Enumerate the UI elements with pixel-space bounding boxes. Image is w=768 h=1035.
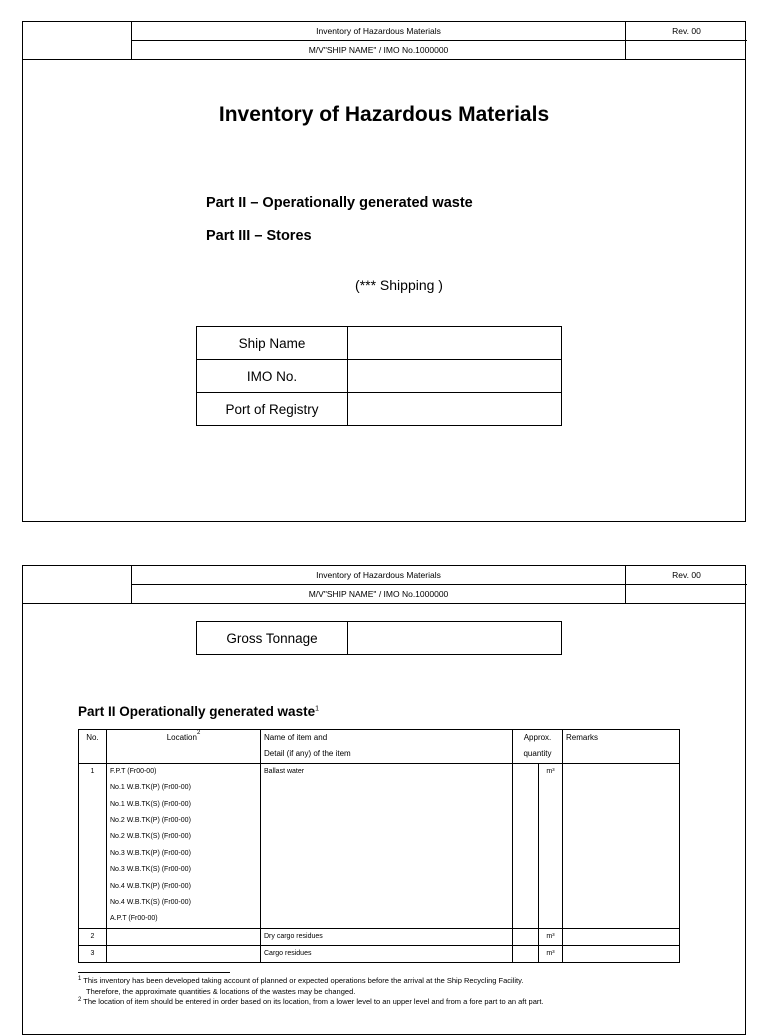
ship-name-value [348,327,562,360]
company-name: (*** Shipping ) [355,277,443,293]
row-item: Cargo residues [261,946,513,963]
table-row [79,928,680,945]
page-header [23,22,745,60]
header-revision: Rev. 00 [672,26,701,36]
gross-tonnage-value [348,622,562,655]
inventory-page [22,565,746,1035]
document-title: Inventory of Hazardous Materials [218,103,550,126]
table-row [79,946,680,963]
footnote-1: $^1$ This inventory has been developed taking account of planned or expected operations before the arrival at the Ship Recycling Facility. [78,976,524,985]
table-row [197,360,562,393]
col-header-location: Location$^2$ [107,730,261,764]
ship-info-table [196,326,562,426]
row-quantity [513,763,539,928]
imo-value [348,360,562,393]
row-locations [107,928,261,945]
part2-heading: Part II – Operationally generated waste [206,195,473,211]
location-entry: No.3 W.B.TK(S) (Fr00-00) [110,866,191,874]
table-row [197,393,562,426]
table-row [197,327,562,360]
footnote-2: $^2$ The location of item should be entered in order based on its location, from a lower level to an upper level and from a fore part to an aft part. [78,997,544,1006]
table-row [79,763,680,928]
gross-tonnage-label: Gross Tonnage [197,622,348,655]
col-header-remarks: Remarks [563,730,680,764]
row-locations [107,946,261,963]
location-entry: No.2 W.B.TK(S) (Fr00-00) [110,833,191,841]
page-header [23,566,745,604]
location-entry: No.1 W.B.TK(S) (Fr00-00) [110,800,191,808]
header-title: Inventory of Hazardous Materials [316,570,441,580]
row-no: 3 [79,946,107,963]
table-row [197,622,562,655]
row-unit: m³ [539,763,563,928]
header-ship-line: M/V"SHIP NAME" / IMO No.1000000 [308,589,449,599]
row-no: 2 [79,928,107,945]
waste-table [78,729,680,963]
imo-label: IMO No. [197,360,348,393]
ship-name-label: Ship Name [197,327,348,360]
section-title [78,704,319,719]
location-entry: A.P.T (Fr00-00) [110,915,158,923]
footnote-ref: 1 [315,705,319,713]
table-header-row [79,730,680,764]
row-remarks [563,946,680,963]
cover-page [22,21,746,522]
location-entry: No.4 W.B.TK(P) (Fr00-00) [110,882,191,890]
row-item: Ballast water [261,763,513,928]
row-locations [107,763,261,928]
footnote-1-continued: Therefore, the approximate quantities & locations of the wastes may be changed. [86,987,356,996]
location-entry: No.3 W.B.TK(P) (Fr00-00) [110,849,191,857]
row-remarks [563,763,680,928]
port-of-registry-label: Port of Registry [197,393,348,426]
gross-tonnage-table [196,621,562,655]
header-ship-line: M/V"SHIP NAME" / IMO No.1000000 [308,45,449,55]
footnote-divider [78,972,230,973]
section-title-text: Part II Operationally generated waste [78,704,316,719]
location-entry: No.2 W.B.TK(P) (Fr00-00) [110,816,191,824]
row-remarks [563,928,680,945]
location-entry: No.1 W.B.TK(P) (Fr00-00) [110,784,191,792]
row-unit: m³ [539,928,563,945]
location-entry: F.P.T (Fr00-00) [110,767,157,775]
row-unit: m³ [539,946,563,963]
part3-heading: Part III – Stores [206,228,312,244]
header-title: Inventory of Hazardous Materials [316,26,441,36]
port-of-registry-value [348,393,562,426]
header-revision: Rev. 00 [672,570,701,580]
row-quantity [513,946,539,963]
col-header-approx-quantity: Approx. quantity [513,730,563,764]
col-header-no: No. [79,730,107,764]
row-item: Dry cargo residues [261,928,513,945]
row-no: 1 [79,763,107,928]
row-quantity [513,928,539,945]
col-header-name: Name of item and Detail (if any) of the item [261,730,513,764]
location-entry: No.4 W.B.TK(S) (Fr00-00) [110,898,191,906]
